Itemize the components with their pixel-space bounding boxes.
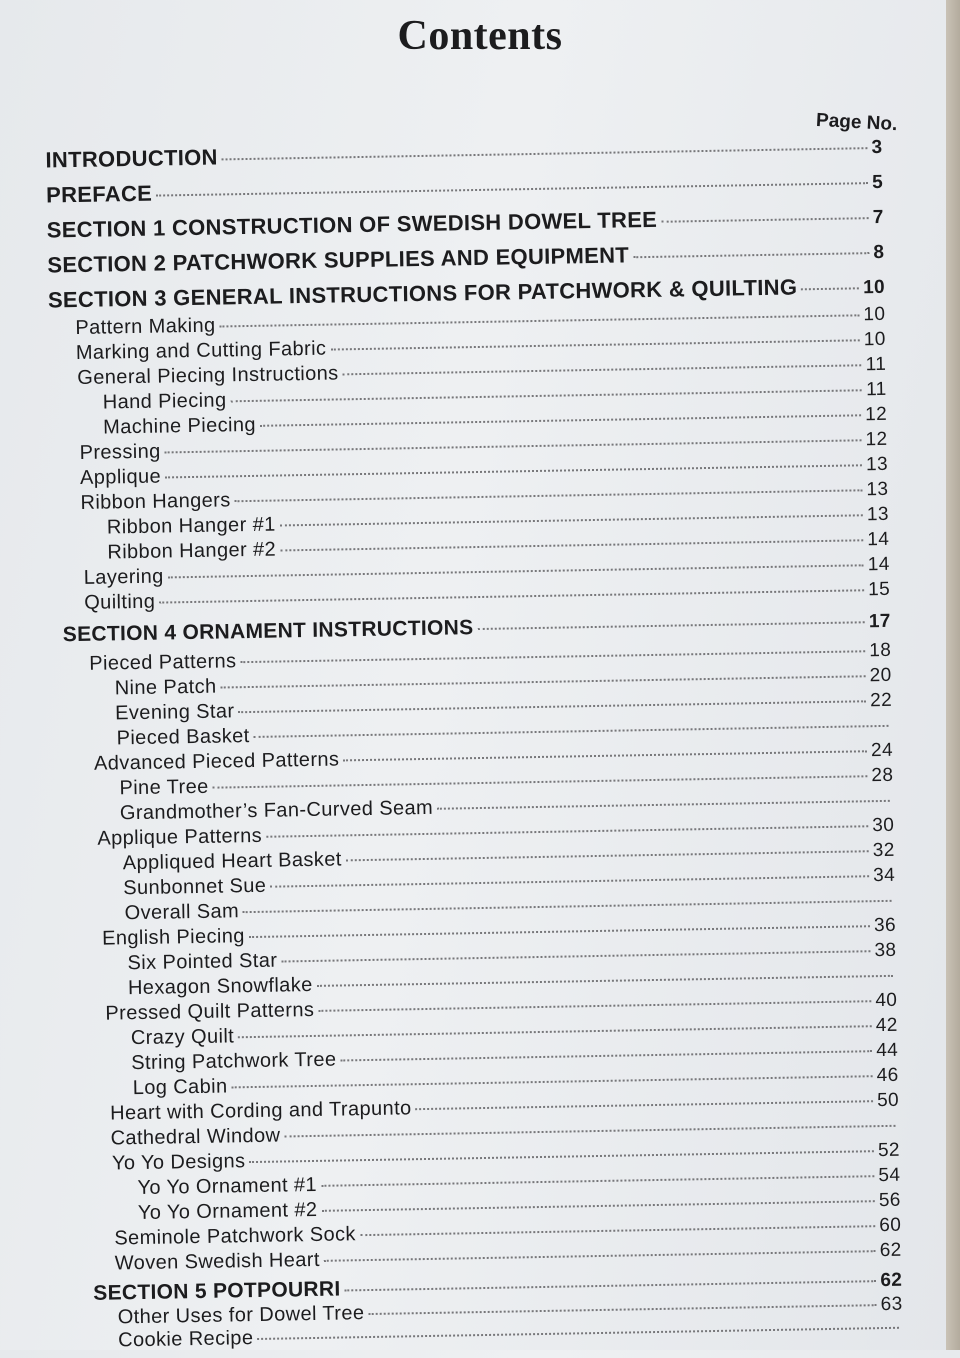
toc-entry-page: 34 xyxy=(873,864,896,887)
toc-entry-label: Sunbonnet Sue xyxy=(123,874,267,900)
dot-leader xyxy=(232,1075,873,1088)
toc-entry-label: Quilting xyxy=(84,590,156,614)
dot-leader xyxy=(368,1304,876,1315)
toc-entry-page: 13 xyxy=(865,453,889,476)
toc-entry-page: 11 xyxy=(865,353,887,376)
dot-leader xyxy=(238,700,866,713)
toc-entry-page: 52 xyxy=(877,1139,901,1162)
toc-entry-page: 60 xyxy=(879,1214,902,1237)
dot-leader xyxy=(156,182,868,196)
dot-leader xyxy=(165,464,862,478)
dot-leader xyxy=(220,314,860,327)
dot-leader xyxy=(633,252,869,258)
toc-entry-page: 10 xyxy=(863,328,886,351)
dot-leader xyxy=(165,439,862,453)
page-no-column-label: Page No. xyxy=(815,109,898,136)
toc-entry-page: 30 xyxy=(872,814,895,837)
toc-entry-label: Six Pointed Star xyxy=(127,949,278,975)
dot-leader xyxy=(280,539,863,551)
toc-entry-label: Layering xyxy=(83,565,164,589)
toc-entry-page: 54 xyxy=(878,1164,901,1187)
toc-entry-page: 7 xyxy=(872,206,884,229)
toc-entry-label: Evening Star xyxy=(114,700,235,725)
toc-entry-page: 18 xyxy=(869,639,892,662)
toc-entry xyxy=(45,135,882,172)
toc-entry-page: 8 xyxy=(873,241,885,264)
toc-entry-label: SECTION 1 CONSTRUCTION OF SWEDISH DOWEL TREE xyxy=(46,206,658,243)
dot-leader xyxy=(318,1000,871,1012)
toc-entry-label: Hexagon Snowflake xyxy=(127,973,313,1000)
toc-entry-label: Pressed Quilt Patterns xyxy=(105,998,315,1025)
toc-entry-page: 10 xyxy=(863,303,886,326)
toc-entry-label: Advanced Pieced Patterns xyxy=(93,748,340,775)
toc-entry-page: 5 xyxy=(871,171,884,194)
dot-leader xyxy=(330,339,860,350)
toc-entry-page: 15 xyxy=(868,578,891,601)
dot-leader xyxy=(230,389,862,402)
toc-entry-label: Yo Yo Ornament #1 xyxy=(137,1173,318,1200)
toc-entry-label: Ribbon Hangers xyxy=(80,489,231,514)
toc-entry-label: SECTION 2 PATCHWORK SUPPLIES AND EQUIPMENT xyxy=(47,242,630,278)
toc-entry-label: Yo Yo Designs xyxy=(111,1150,246,1175)
toc-entry-page: 11 xyxy=(865,378,887,401)
toc-entry-label: Pieced Patterns xyxy=(89,650,237,675)
dot-leader xyxy=(249,925,870,938)
dot-leader xyxy=(321,1200,874,1212)
toc-entry-page: 32 xyxy=(872,839,895,862)
dot-leader xyxy=(661,217,869,223)
dot-leader xyxy=(222,147,868,160)
toc-entry-label: SECTION 3 GENERAL INSTRUCTIONS FOR PATCHWORK & QUILTING xyxy=(47,274,798,313)
dot-leader xyxy=(257,1327,899,1340)
toc-entry-page: 3 xyxy=(871,136,883,159)
dot-leader xyxy=(416,1100,874,1110)
dot-leader xyxy=(340,1050,872,1061)
toc-entry-label: Other Uses for Dowel Tree xyxy=(117,1302,365,1329)
toc-entry-page: 44 xyxy=(876,1039,899,1062)
dot-leader xyxy=(321,1175,874,1187)
toc-entry-label: Seminole Patchwork Sock xyxy=(114,1223,357,1250)
toc-entry xyxy=(63,610,891,645)
toc-entry-label: Grandmother’s Fan-Curved Seam xyxy=(119,796,434,825)
toc-entry-page: 28 xyxy=(871,764,894,787)
dot-leader xyxy=(266,825,868,838)
toc-entry-label: PREFACE xyxy=(45,180,153,208)
dot-leader xyxy=(317,975,893,987)
toc-entry-page: 42 xyxy=(875,1014,898,1037)
toc-entry-page: 13 xyxy=(866,503,890,526)
toc-entry-label: SECTION 4 ORNAMENT INSTRUCTIONS xyxy=(62,616,474,647)
toc-entry-page: 20 xyxy=(869,664,892,687)
toc-entry-label: Machine Piecing xyxy=(102,413,257,439)
dot-leader xyxy=(159,589,864,603)
toc-entry-page: 50 xyxy=(876,1089,900,1112)
toc-entry xyxy=(46,170,883,207)
toc-entry-page: 36 xyxy=(873,914,897,937)
dot-leader xyxy=(238,1025,872,1038)
toc-entry-label: String Patchwork Tree xyxy=(131,1048,337,1075)
dot-leader xyxy=(346,850,869,861)
dot-leader xyxy=(324,1250,876,1262)
toc-entry-page: 12 xyxy=(864,403,888,426)
toc-entry-page: 62 xyxy=(879,1239,902,1262)
toc-entry-label: Ribbon Hanger #1 xyxy=(106,513,276,539)
dot-leader xyxy=(240,650,865,663)
toc-entry-label: Cathedral Window xyxy=(110,1124,281,1150)
dot-leader xyxy=(477,621,865,630)
dot-leader xyxy=(343,364,862,375)
toc-entry-label: Hand Piecing xyxy=(102,389,227,414)
toc-entry-label: INTRODUCTION xyxy=(45,144,218,173)
dot-leader xyxy=(168,564,864,578)
toc-entry-label: Pattern Making xyxy=(75,314,216,340)
dot-leader xyxy=(284,1125,895,1138)
toc-entry-label: Appliqued Heart Basket xyxy=(122,848,342,875)
toc-entry-label: Woven Swedish Heart xyxy=(114,1248,321,1275)
dot-leader xyxy=(254,725,889,738)
toc-entry-page: 14 xyxy=(867,528,890,551)
dot-leader xyxy=(221,675,866,688)
toc-entry-label: Crazy Quilt xyxy=(130,1025,235,1050)
dot-leader xyxy=(281,950,870,962)
toc-entry-label: SECTION 5 POTPOURRI xyxy=(93,1277,341,1305)
dot-leader xyxy=(243,900,891,913)
toc-entry-page: 12 xyxy=(865,428,888,451)
toc-entry-page: 13 xyxy=(866,478,889,501)
dot-leader xyxy=(360,1225,875,1236)
dot-leader xyxy=(343,750,867,761)
toc-entry-page: 63 xyxy=(880,1293,903,1316)
toc-entry xyxy=(47,205,884,242)
toc-entry-page: 40 xyxy=(875,989,898,1012)
toc-entry xyxy=(47,240,884,277)
toc-entry-label: Nine Patch xyxy=(114,675,217,700)
toc-entry-page: 56 xyxy=(878,1189,901,1212)
page-title: Contents xyxy=(397,13,563,59)
dot-leader xyxy=(345,1280,877,1291)
toc-entry-label: Overall Sam xyxy=(124,900,240,925)
toc-entry-label: Heart with Cording and Trapunto xyxy=(109,1097,412,1125)
toc-entry-label: Pressing xyxy=(79,440,161,464)
dot-leader xyxy=(249,1150,874,1163)
toc-entry-label: English Piecing xyxy=(101,925,246,950)
toc-entry-page: 62 xyxy=(880,1269,903,1292)
toc-entry-label: Yo Yo Ornament #2 xyxy=(137,1198,318,1225)
dot-leader xyxy=(270,875,869,887)
toc-entry-label: Log Cabin xyxy=(132,1075,228,1100)
toc-entry-label: Cookie Recipe xyxy=(117,1327,254,1352)
dot-leader xyxy=(801,287,859,290)
dot-leader xyxy=(260,414,861,426)
dot-leader xyxy=(437,800,890,810)
toc-entry-label: Applique xyxy=(79,465,162,489)
toc-entry-page: 38 xyxy=(874,939,897,962)
toc-entry-label: Ribbon Hanger #2 xyxy=(107,538,277,564)
toc-entry-label: General Piecing Instructions xyxy=(77,362,339,389)
toc-entry-label: Applique Patterns xyxy=(97,824,263,850)
toc-entry-page: 10 xyxy=(862,276,886,299)
toc-entry-page: 17 xyxy=(868,610,891,633)
toc-entry-label: Marking and Cutting Fabric xyxy=(75,337,327,364)
toc-entry-page: 14 xyxy=(867,553,890,576)
toc-entry-label: Pine Tree xyxy=(119,775,209,800)
toc-entry-page: 24 xyxy=(870,739,894,762)
toc-entry-page: 46 xyxy=(876,1064,899,1087)
dot-leader xyxy=(213,775,868,788)
dot-leader xyxy=(280,514,863,526)
dot-leader xyxy=(235,489,863,502)
toc-entry-page: 22 xyxy=(869,689,893,712)
toc-entry-label: Pieced Basket xyxy=(116,725,250,750)
